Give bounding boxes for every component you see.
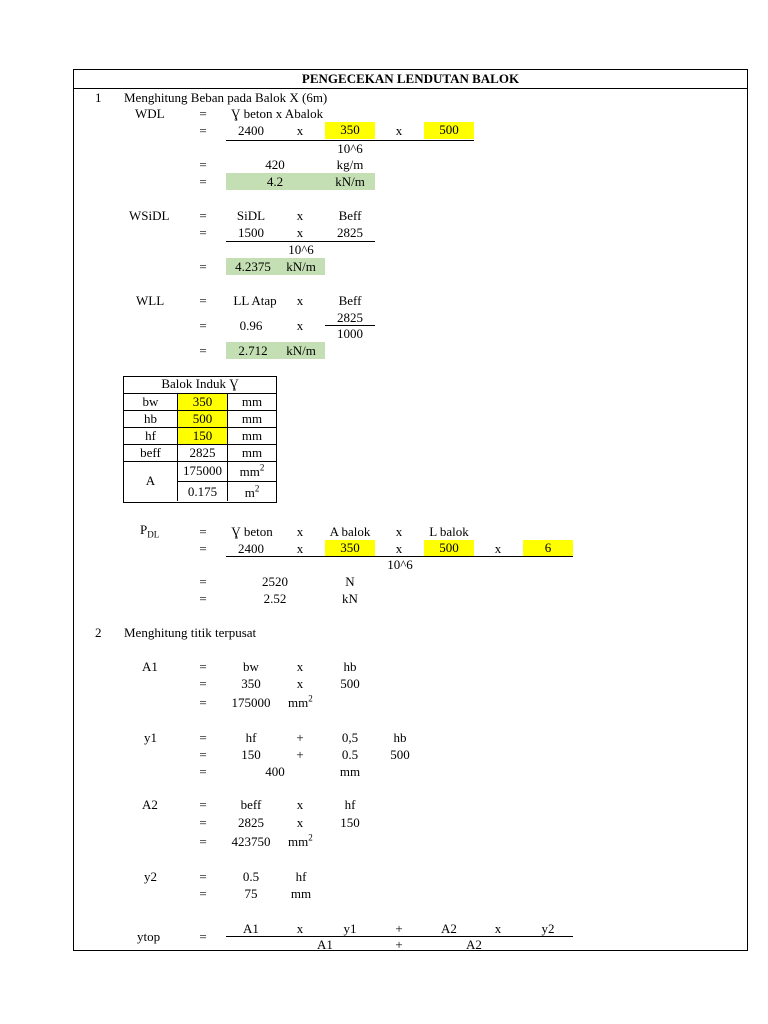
a1-hb-value: 500 (340, 676, 360, 691)
pdl-result-n: 2520 (262, 574, 288, 589)
wll-denominator: 1000 (337, 326, 363, 341)
equals-sign: = (199, 259, 207, 274)
y1-half: 0,5 (341, 730, 359, 745)
equals-sign: = (199, 318, 207, 333)
a2-hf: hf (344, 797, 356, 812)
y2-unit: mm (290, 886, 312, 901)
equals-sign: = (199, 574, 207, 589)
times-sign: x (296, 123, 304, 138)
equals-sign: = (199, 747, 207, 762)
page-title: PENGECEKAN LENDUTAN BALOK (301, 71, 520, 86)
times-sign: x (296, 797, 304, 812)
pdl-unit-kn: kN (342, 591, 358, 606)
equals-sign: = (199, 123, 207, 138)
wsidl-label: WSiDL (129, 208, 170, 223)
equals-sign: = (199, 591, 207, 606)
equals-sign: = (199, 174, 207, 189)
wsidl-denominator: 10^6 (288, 242, 314, 257)
pdl-hb-input: 500 (424, 540, 474, 557)
equals-sign: = (199, 834, 207, 849)
pdl-l-balok: L balok (429, 524, 469, 539)
a2-hf-value: 150 (340, 815, 360, 830)
wdl-bw-input: 350 (325, 122, 375, 139)
equals-sign: = (199, 676, 207, 691)
table-rule (123, 461, 276, 462)
equals-sign: = (199, 157, 207, 172)
a1-bw: bw (243, 659, 259, 674)
ytop-den-a1: A1 (317, 937, 333, 952)
equals-sign: = (199, 541, 207, 556)
equals-sign: = (199, 869, 207, 884)
table-cell-area-mm: 175000 (183, 463, 222, 478)
wll-unit: kN/m (286, 343, 316, 358)
pdl-gamma: Ɣ beton (231, 524, 273, 539)
wll-ll-atap: LL Atap (233, 293, 277, 308)
wdl-hb-input: 500 (424, 122, 474, 139)
plus-sign: + (395, 921, 403, 936)
section-2-heading: Menghitung titik terpusat (124, 625, 257, 640)
y2-result: 75 (244, 886, 258, 901)
table-cell-unit: mm (241, 445, 263, 460)
section-2-number: 2 (95, 625, 102, 640)
pdl-unit-n: N (345, 574, 355, 589)
table-cell-label: hf (145, 428, 156, 443)
a1-unit: $mm^2$ (288, 693, 313, 710)
equals-sign: = (199, 695, 207, 710)
pdl-length-input: 6 (523, 540, 573, 557)
table-cell-label: A (145, 473, 156, 488)
equals-sign: = (199, 343, 207, 358)
table-cell-label: hb (144, 411, 157, 426)
wll-ll-value: 0.96 (239, 318, 263, 333)
wll-label: WLL (136, 293, 165, 308)
y2-hf: hf (295, 869, 307, 884)
a2-beff-value: 2825 (238, 815, 264, 830)
y1-result: 400 (265, 764, 285, 779)
table-cell-beff: 2825 (189, 445, 216, 460)
equals-sign: = (199, 225, 207, 240)
y1-half-value: 0.5 (341, 747, 359, 762)
a2-result: 423750 (231, 834, 271, 849)
pdl-a-balok: A balok (329, 524, 371, 539)
table-header: Balok Induk Ɣ (161, 376, 239, 391)
wsidl-beff-value: 2825 (337, 225, 363, 240)
a2-unit: $mm^2$ (288, 832, 313, 849)
ytop-num-y2: y2 (541, 921, 555, 936)
wdl-denominator: 10^6 (337, 141, 363, 156)
times-sign: x (296, 541, 304, 556)
y1-hb-value: 500 (390, 747, 410, 762)
wdl-unit-kn: kN/m (335, 174, 365, 189)
equals-sign: = (199, 815, 207, 830)
equals-sign: = (199, 929, 207, 944)
y1-hf: hf (245, 730, 257, 745)
wdl-label: WDL (135, 106, 165, 121)
a1-bw-value: 350 (241, 676, 261, 691)
wll-result: 2.712 (238, 343, 268, 358)
times-sign: x (296, 676, 304, 691)
wsidl-beff: Beff (338, 208, 362, 223)
wll-beff: Beff (338, 293, 362, 308)
a1-label: A1 (142, 659, 158, 674)
y1-label: y1 (144, 730, 157, 745)
a2-label: A2 (142, 797, 158, 812)
y2-label: y2 (144, 869, 157, 884)
y1-unit: mm (339, 764, 361, 779)
wdl-formula: Ɣ beton x Abalok (231, 106, 324, 121)
table-cell-area-m: 0.175 (187, 484, 218, 499)
times-sign: x (395, 524, 403, 539)
times-sign: x (296, 659, 304, 674)
wsidl-sidl: SiDL (236, 208, 266, 223)
equals-sign: = (199, 797, 207, 812)
table-cell-unit: $m^2$ (244, 483, 260, 500)
times-sign: x (296, 225, 304, 240)
wsidl-result: 4.2375 (235, 259, 271, 274)
equals-sign: = (199, 293, 207, 308)
wdl-unit-kg: kg/m (336, 157, 364, 172)
equals-sign: = (199, 659, 207, 674)
table-cell-unit: $mm^2$ (239, 462, 265, 479)
table-cell-unit: mm (241, 411, 263, 426)
ytop-num-a1: A1 (243, 921, 259, 936)
times-sign: x (395, 123, 403, 138)
pdl-bw-input: 350 (325, 540, 375, 557)
times-sign: x (494, 541, 502, 556)
section-1-number: 1 (95, 90, 102, 105)
equals-sign: = (199, 106, 207, 121)
equals-sign: = (199, 886, 207, 901)
equals-sign: = (199, 764, 207, 779)
wdl-result-kn: 4.2 (266, 174, 284, 189)
equals-sign: = (199, 730, 207, 745)
table-cell-bw: 350 (178, 394, 227, 410)
a2-beff: beff (240, 797, 262, 812)
a1-hb: hb (343, 659, 357, 674)
table-cell-unit: mm (241, 394, 263, 409)
calculation-sheet (73, 69, 748, 951)
plus-sign: + (296, 747, 304, 762)
times-sign: x (296, 921, 304, 936)
times-sign: x (296, 318, 304, 333)
ytop-num-a2: A2 (441, 921, 457, 936)
times-sign: x (494, 921, 502, 936)
y1-hf-value: 150 (241, 747, 261, 762)
wdl-result-kg: 420 (265, 157, 285, 172)
times-sign: x (296, 815, 304, 830)
times-sign: x (296, 293, 304, 308)
wdl-gamma-value: 2400 (238, 123, 264, 138)
ytop-num-y1: y1 (343, 921, 357, 936)
table-cell-unit: mm (241, 428, 263, 443)
times-sign: x (296, 208, 304, 223)
equals-sign: = (199, 208, 207, 223)
wll-numerator: 2825 (337, 310, 363, 325)
plus-sign: + (296, 730, 304, 745)
section-1-heading: Menghitung Beban pada Balok X (6m) (124, 90, 328, 105)
table-cell-hb: 500 (178, 411, 227, 427)
ytop-den-a2: A2 (466, 937, 482, 952)
times-sign: x (296, 524, 304, 539)
a1-result: 175000 (231, 695, 271, 710)
table-cell-label: beff (140, 445, 161, 460)
ytop-label: ytop (137, 929, 161, 944)
pdl-result-kn: 2.52 (263, 591, 287, 606)
pdl-label: $P_{DL}$ (140, 522, 160, 540)
table-cell-label: bw (142, 394, 159, 409)
wsidl-sidl-value: 1500 (238, 225, 264, 240)
y2-half: 0.5 (242, 869, 260, 884)
plus-sign: + (395, 937, 403, 952)
pdl-gamma-value: 2400 (238, 541, 264, 556)
table-cell-hf: 150 (178, 428, 227, 444)
times-sign: x (395, 541, 403, 556)
equals-sign: = (199, 524, 207, 539)
wsidl-unit: kN/m (286, 259, 316, 274)
y1-hb: hb (393, 730, 407, 745)
pdl-denominator: 10^6 (387, 557, 413, 572)
